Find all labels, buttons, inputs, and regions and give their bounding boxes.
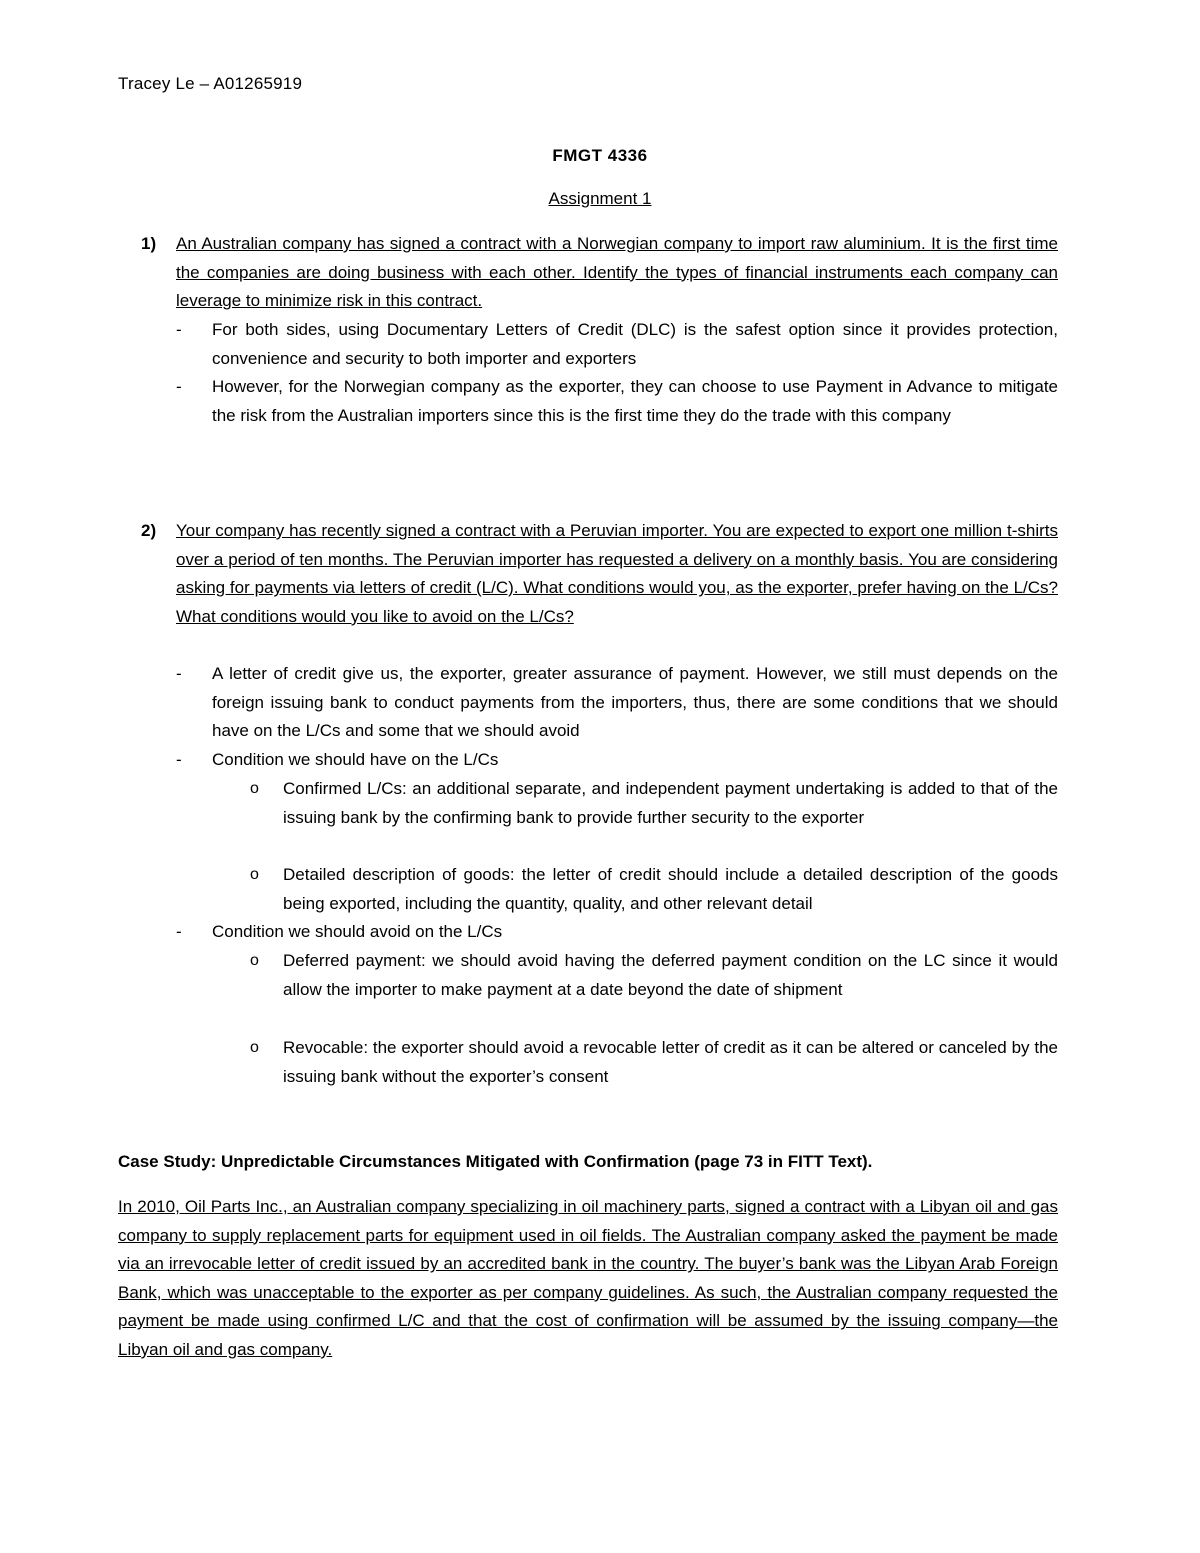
bullet-dash: -	[176, 320, 182, 339]
q2-avoid-item-1: Deferred payment: we should avoid having the deferred payment condition on the LC since it would allow the importer to make payment at a date beyond the date of shipment	[283, 951, 1058, 999]
q2-avoid-item-2: Revocable: the exporter should avoid a revocable letter of credit as it can be altered or canceled by the issuing bank without the exporter’s consent	[283, 1038, 1058, 1086]
q2-bullet-1: A letter of credit give us, the exporter, greater assurance of payment. However, we still must depends on the foreign issuing bank to conduct payments from the importers, thus, there are some conditions that we should have on the L/Cs and some that we should avoid	[212, 664, 1058, 741]
bullet-dash: -	[176, 922, 182, 941]
bullet-dash: -	[176, 750, 182, 769]
sub-bullet-circle: o	[250, 866, 259, 883]
q2-have-heading: Condition we should have on the L/Cs	[212, 750, 499, 769]
question-1-text: An Australian company has signed a contract with a Norwegian company to import raw aluminium. It is the first time the companies are doing business with each other. Identify the types of financial instruments each company can leverage to minimize risk in this contract.	[176, 234, 1058, 311]
question-2-text: Your company has recently signed a contract with a Peruvian importer. You are expected to export one million t-shirts over a period of ten months. The Peruvian importer has requested a delivery on a monthly basis. You are considering asking for payments via letters of credit (L/C). What conditions would you, as the exporter, prefer having on the L/Cs? What conditions would you like to avoid on the L/Cs?	[176, 521, 1058, 626]
q2-have-item-2: Detailed description of goods: the letter of credit should include a detailed description of the goods being exported, including the quantity, quality, and other relevant detail	[283, 865, 1058, 913]
question-2-number: 2)	[141, 521, 157, 540]
q2-have-item-1: Confirmed L/Cs: an additional separate, and independent payment undertaking is added to that of the issuing bank by the confirming bank to provide further security to the exporter	[283, 779, 1058, 827]
bullet-dash: -	[176, 377, 182, 396]
question-1-number: 1)	[141, 234, 157, 253]
q2-avoid-heading: Condition we should avoid on the L/Cs	[212, 922, 503, 941]
case-study-body: In 2010, Oil Parts Inc., an Australian company specializing in oil machinery parts, signed a contract with a Libyan oil and gas company to supply replacement parts for equipment used in oil fields. The Australian company asked the payment be made via an irrevocable letter of credit issued by an accredited bank in the country. The buyer’s bank was the Libyan Arab Foreign Bank, which was unacceptable to the exporter as per company guidelines. As such, the Australian company requested the payment be made using confirmed L/C and that the cost of confirmation will be assumed by the issuing company—the Libyan oil and gas company.	[118, 1197, 1058, 1359]
course-title: FMGT 4336	[552, 146, 648, 165]
sub-bullet-circle: o	[250, 1039, 259, 1056]
case-study-title: Case Study: Unpredictable Circumstances Mitigated with Confirmation (page 73 in FITT Text).	[118, 1152, 873, 1171]
assignment-title: Assignment 1	[548, 189, 652, 208]
sub-bullet-circle: o	[250, 952, 259, 969]
author-header: Tracey Le – A01265919	[118, 74, 303, 93]
q1-bullet-2: However, for the Norwegian company as the exporter, they can choose to use Payment in Advance to mitigate the risk from the Australian importers since this is the first time they do the trade with this company	[212, 377, 1058, 425]
bullet-dash: -	[176, 664, 182, 683]
q1-bullet-1: For both sides, using Documentary Letters of Credit (DLC) is the safest option since it provides protection, convenience and security to both importer and exporters	[212, 320, 1058, 368]
sub-bullet-circle: o	[250, 780, 259, 797]
